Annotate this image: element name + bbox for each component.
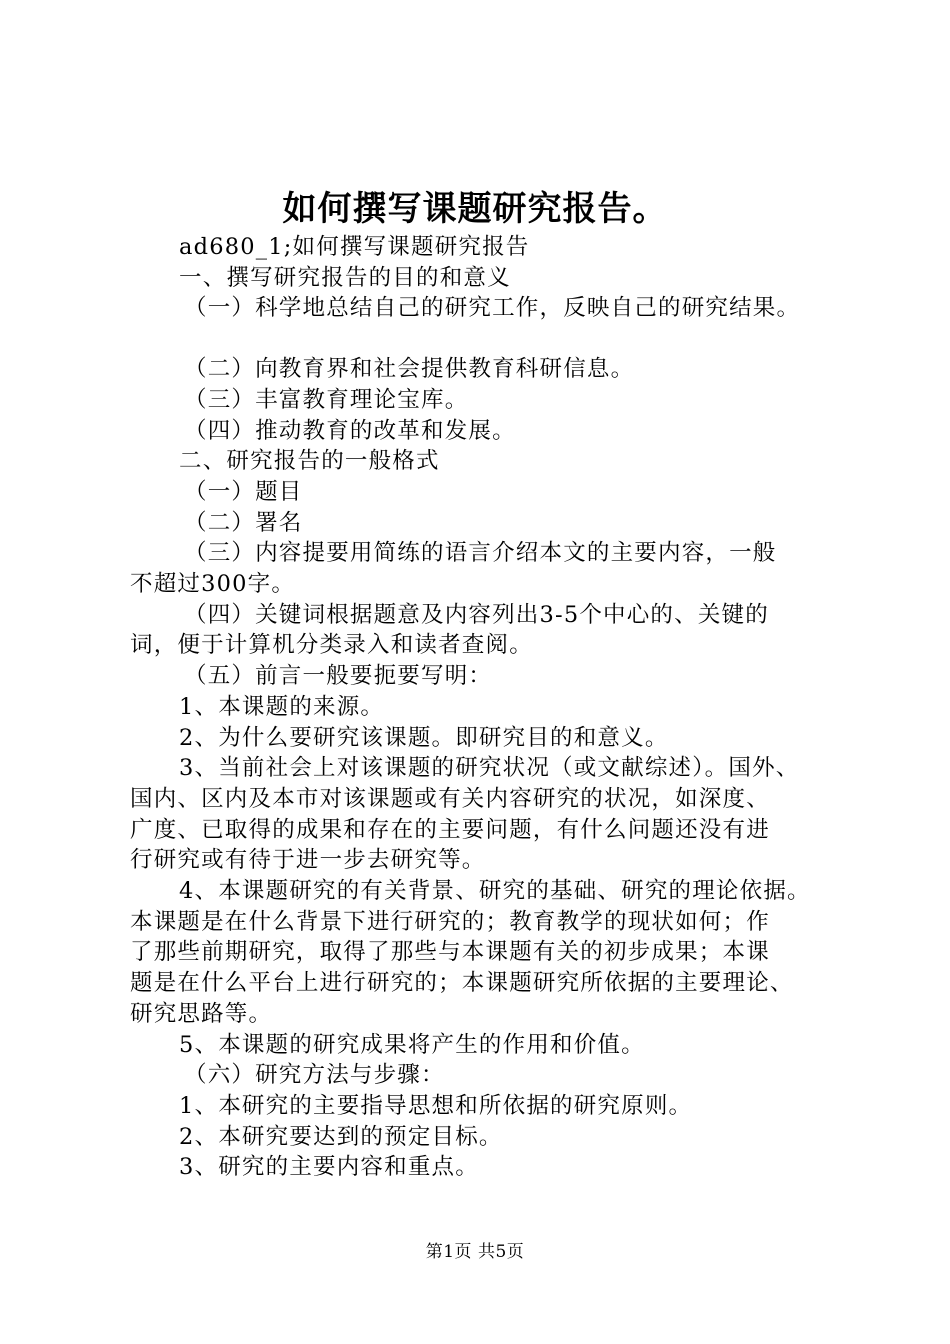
- paragraph-line: 本课题是在什么背景下进行研究的；教育教学的现状如何；作: [130, 908, 770, 935]
- paragraph-line: （三）内容提要用简练的语言介绍本文的主要内容，一般: [184, 540, 777, 567]
- list-item: 4、本课题研究的有关背景、研究的基础、研究的理论依据。: [179, 878, 811, 905]
- paragraph-line: （五）前言一般要扼要写明：: [184, 663, 493, 690]
- paragraph-line: （四）推动教育的改革和发展。: [184, 417, 516, 444]
- paragraph-line: （四）关键词根据题意及内容列出3-5个中心的、关键的: [184, 601, 769, 628]
- paragraph-line: （三）丰富教育理论宝库。: [184, 386, 469, 413]
- paragraph-line: 不超过300字。: [130, 571, 296, 598]
- list-item: 5、本课题的研究成果将产生的作用和价值。: [179, 1031, 645, 1058]
- paragraph-line: 了那些前期研究，取得了那些与本课题有关的初步成果；本课: [130, 939, 770, 966]
- paragraph-line: 题是在什么平台上进行研究的；本课题研究所依据的主要理论、: [130, 970, 794, 997]
- paragraph-line: 国内、区内及本市对该课题或有关内容研究的状况，如深度、: [130, 785, 770, 812]
- paragraph-line: （二）向教育界和社会提供教育科研信息。: [184, 356, 635, 383]
- paragraph-line: 词，便于计算机分类录入和读者查阅。: [130, 632, 533, 659]
- paragraph-line: （六）研究方法与步骤：: [184, 1062, 445, 1089]
- paragraph-line: 行研究或有待于进一步去研究等。: [130, 847, 486, 874]
- paragraph-line: 研究思路等。: [130, 1000, 273, 1027]
- list-item: 2、为什么要研究该课题。即研究目的和意义。: [179, 724, 669, 751]
- page-number: 第1页 共5页: [425, 1242, 525, 1262]
- section-heading: 一、撰写研究报告的目的和意义: [179, 264, 511, 291]
- paragraph-line: （一）题目: [184, 478, 303, 505]
- section-heading: 二、研究报告的一般格式: [179, 448, 440, 475]
- document-body: [130, 232, 836, 1183]
- paragraph-line: ad680_1;如何撰写课题研究报告: [179, 234, 530, 260]
- list-item: 2、本研究要达到的预定目标。: [179, 1123, 503, 1150]
- paragraph-line: （一）科学地总结自己的研究工作，反映自己的研究结果。: [184, 295, 801, 322]
- list-item: 3、当前社会上对该课题的研究状况（或文献综述）。国外、: [179, 755, 800, 782]
- document-title: 如何撰写课题研究报告。: [282, 189, 668, 229]
- list-item: 1、本课题的来源。: [179, 693, 385, 720]
- list-item: 1、本研究的主要指导思想和所依据的研究原则。: [179, 1092, 693, 1119]
- paragraph-line: （二）署名: [184, 509, 303, 536]
- list-item: 3、研究的主要内容和重点。: [179, 1154, 479, 1181]
- paragraph-line: 广度、已取得的成果和存在的主要问题，有什么问题还没有进: [130, 816, 770, 843]
